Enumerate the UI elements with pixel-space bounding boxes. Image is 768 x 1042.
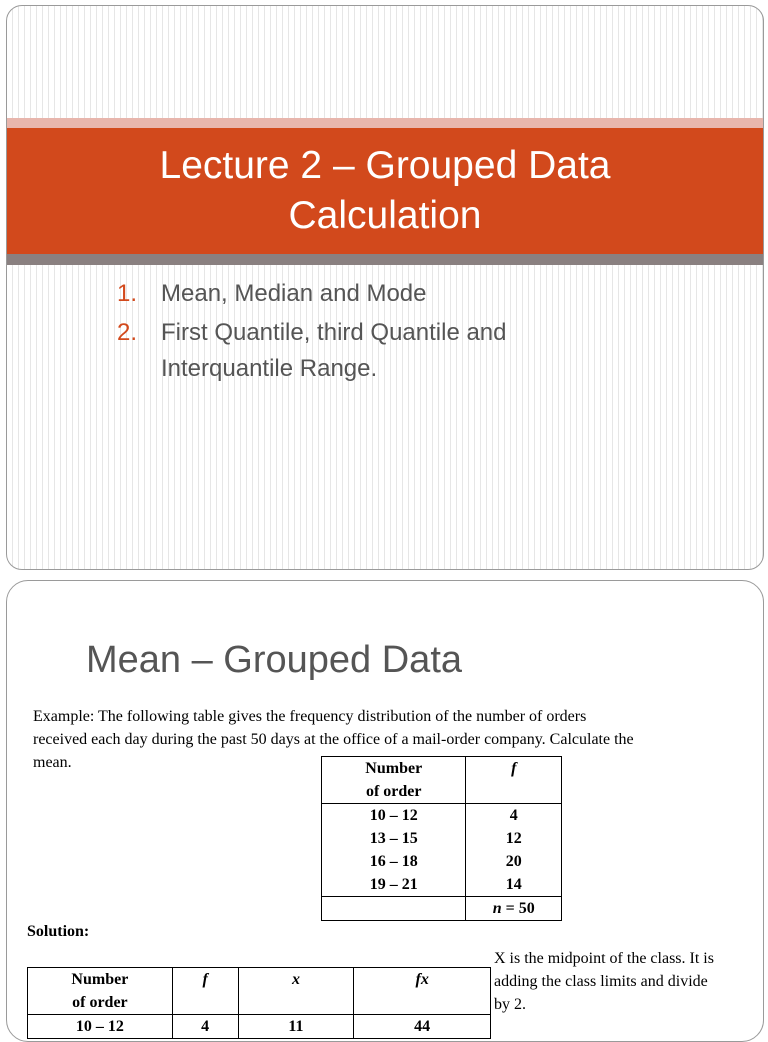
cell-range: 16 – 18 — [322, 850, 466, 873]
cell-range: 10 – 12 — [28, 1015, 173, 1039]
solution-table — [27, 967, 491, 1039]
agenda-item — [117, 315, 637, 387]
cell-range: 13 – 15 — [322, 827, 466, 850]
cell-fx: 44 — [354, 1015, 491, 1039]
title-band — [7, 128, 763, 254]
frequency-table — [321, 756, 562, 921]
example-text: Example: The following table gives the frequency distribution of the number of orders received each day during the past 50 days at the office of a mail-order company. Calculate the mean. — [33, 708, 634, 771]
agenda-item-number: 1. — [117, 280, 138, 307]
table-row — [322, 873, 562, 897]
table-header-row — [28, 968, 491, 1015]
agenda-item — [117, 276, 637, 312]
header-frequency: f — [172, 968, 238, 1015]
header-fx: fx — [354, 968, 491, 1015]
cell-midpoint: 11 — [238, 1015, 354, 1039]
slide-1 — [6, 5, 764, 570]
table-header-row — [322, 757, 562, 804]
agenda-item-text: First Quantile, third Quantile and Interquantile Range. — [161, 319, 507, 382]
cell-range: 19 – 21 — [322, 873, 466, 897]
cell-range: 10 – 12 — [322, 804, 466, 828]
title-band-bottom-stripe — [7, 254, 763, 265]
table-row — [322, 850, 562, 873]
cell-frequency: 4 — [172, 1015, 238, 1039]
total-value: = 50 — [505, 900, 535, 917]
header-number-of-order — [28, 968, 173, 1015]
agenda-item-text: Mean, Median and Mode — [161, 280, 427, 307]
cell-total — [466, 897, 562, 921]
midpoint-note: X is the midpoint of the class. It is adding the class limits and divide by 2. — [494, 950, 714, 1013]
title-band-top-stripe — [7, 118, 763, 128]
header-line: of order — [72, 994, 128, 1011]
header-line: of order — [365, 783, 422, 800]
cell-frequency: 20 — [466, 850, 562, 873]
slide-1-title — [105, 141, 665, 241]
slide-2 — [6, 580, 764, 1042]
header-frequency: f — [466, 757, 562, 804]
cell-empty — [322, 897, 466, 921]
table-row — [28, 1015, 491, 1039]
cell-frequency: 4 — [466, 804, 562, 828]
slide-2-title: Mean – Grouped Data — [86, 639, 463, 681]
agenda-list — [117, 276, 637, 390]
slide-1-title-line-1: Lecture 2 – Grouped Data — [159, 144, 611, 187]
table-total-row — [322, 897, 562, 921]
agenda-item-number: 2. — [117, 319, 138, 346]
table-row — [322, 827, 562, 850]
header-number-of-order — [322, 757, 466, 804]
header-midpoint: x — [238, 968, 354, 1015]
cell-frequency: 14 — [466, 873, 562, 897]
header-line: Number — [71, 971, 129, 988]
slide-1-title-line-2: Calculation — [288, 194, 482, 237]
cell-frequency: 12 — [466, 827, 562, 850]
header-line: Number — [365, 760, 423, 777]
table-row — [322, 804, 562, 828]
solution-label: Solution: — [27, 923, 90, 940]
total-label: n — [492, 900, 502, 917]
